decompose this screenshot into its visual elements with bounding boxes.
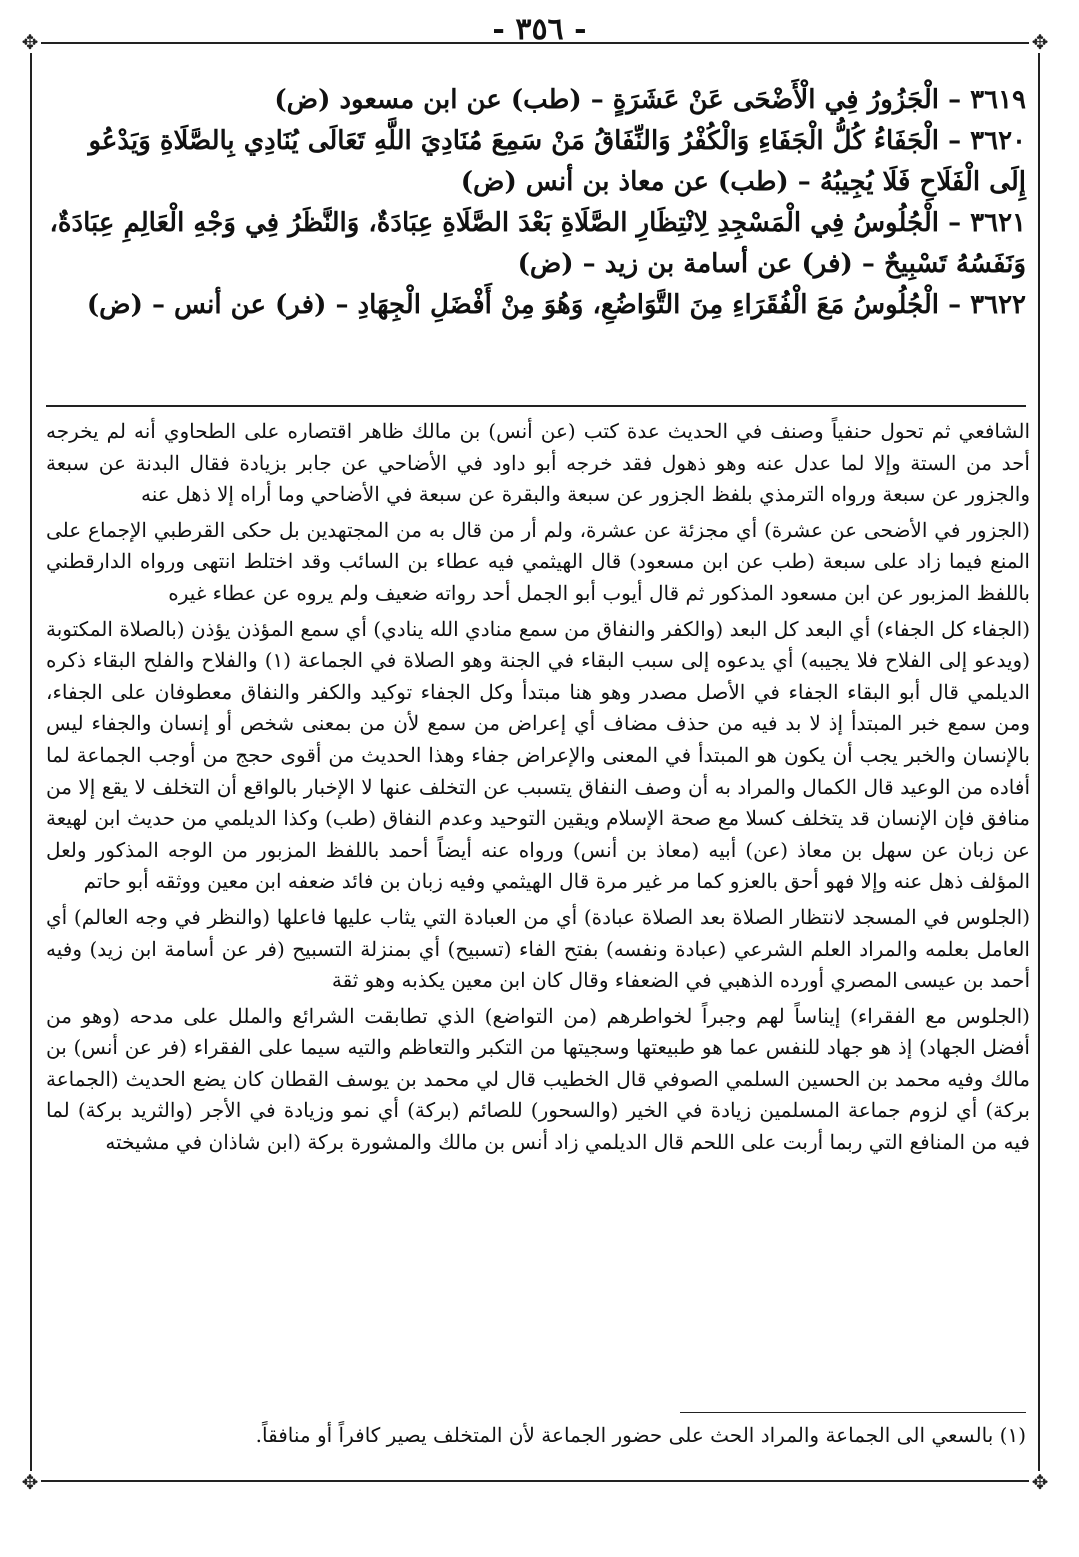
hadith-main-text xyxy=(46,80,1026,326)
ornament-corner-icon: ✥ xyxy=(1029,31,1051,53)
commentary-paragraph: (الجفاء كل الجفاء) أي البعد كل البعد (والكفر والنفاق من سمع منادي الله ينادي) أي سمع المؤذن يؤذن (بالصلاة المكتوبة (ويدعو إلى الفلاح فلا يجيبه) أي يدعوه إلى سبب البقاء في الجنة وهو الصلاة في الجماعة (١) والفلاح والفلح البقاء ذكره الديلمي قال أبو البقاء الجفاء في الأصل مصدر وهو هنا مبتدأ وكل الجفاء توكيد والكفر والنفاق معطوفان على الجفاء، ومن سمع خبر المبتدأ إذ لا بد فيه من حذف مضاف أي إعراض من سمع لأن من بمعنى شخص أو إنسان والجفاء ليس بالإنسان والخبر يجب أن يكون هو المبتدأ في المعنى والإعراض جفاء وهذا الحديث من أقوى حجج من أوجب الجماعة لما أفاده من الوعيد قال الكمال والمراد به أن وصف النفاق يتسبب عن التخلف عنها لا الإخبار بالواقع أن التخلف لا يقع إلا من منافق فإن الإنسان قد يتخلف كسلا مع صحة الإسلام ويقين التوحيد وعدم النفاق (طب) وكذا الديلمي من حديث ابن لهيعة عن زبان عن سهل بن معاذ (عن) أبيه (معاذ بن أنس) ورواه عنه أيضاً أحمد باللفظ المزبور من الوجه المذكور ولعل المؤلف ذهل عنه وإلا فهو أحق بالعزو كما مر غير مرة قال الهيثمي وفيه زبان بن فائد ضعفه ابن معين ووثقه أبو حاتم xyxy=(46,616,1030,894)
commentary-paragraph: (الجزور في الأضحى عن عشرة) أي مجزئة عن عشرة، ولم أر من قال به من المجتهدين بل حكى القرطبي الإجماع على المنع فيما زاد على سبعة (طب عن ابن مسعود) قال الهيثمي فيه عطاء بن السائب وقد اختلط انتهى ورواه الدارقطني باللفظ المزبور عن ابن مسعود المذكور ثم قال أيوب أبو الجمل أحد رواته ضعيف ولم يروه عن عطاء غيره xyxy=(46,517,1030,605)
hadith-entry-3622: ٣٦٢٢ – الْجُلُوسُ مَعَ الْفُقَرَاءِ مِنَ التَّوَاضُعِ، وَهُوَ مِنْ أَفْضَلِ الْجِهَادِ – (فر) عن أنس – (ض) xyxy=(86,290,1026,321)
hadith-entry-3620: ٣٦٢٠ – الْجَفَاءُ كُلُّ الْجَفَاءِ وَالْكُفْرُ وَالنِّفَاقُ مَنْ سَمِعَ مُنَادِيَ اللَّهِ تَعَالَى يُنَادِي بِالصَّلَاةِ وَيَدْعُو إِلَى الْفَلَاحِ فَلَا يُجِيبُهُ – (طب) عن معاذ بن أنس (ض) xyxy=(88,126,1026,198)
footnote-divider xyxy=(680,1412,1026,1413)
ornament-corner-icon: ✥ xyxy=(19,31,41,53)
section-divider xyxy=(46,405,1026,407)
page-number: - ٣٥٦ - xyxy=(492,12,587,47)
hadith-entry-3621: ٣٦٢١ – الْجُلُوسُ فِي الْمَسْجِدِ لِانْتِظَارِ الصَّلَاةِ بَعْدَ الصَّلَاةِ عِبَادَةٌ، وَالنَّظَرُ فِي وَجْهِ الْعَالِمِ عِبَادَةٌ، وَنَفَسُهُ تَسْبِيحٌ – (فر) عن أسامة بن زيد – (ض) xyxy=(49,208,1026,280)
commentary-text xyxy=(46,416,1030,1163)
ornament-corner-icon: ✥ xyxy=(19,1471,41,1493)
hadith-entry-3619: ٣٦١٩ – الْجَزُورُ فِي الْأَضْحَى عَنْ عَشَرَةٍ – (طب) عن ابن مسعود (ض) xyxy=(274,85,1026,115)
commentary-paragraph: (الجلوس في المسجد لانتظار الصلاة بعد الصلاة عبادة) أي من العبادة التي يثاب عليها فاعلها (والنظر في وجه العالم) أي العامل بعلمه والمراد العلم الشرعي (عبادة ونفسه) بفتح الفاء (تسبيح) أي بمنزلة التسبيح (فر عن أسامة ابن زيد) وفيه أحمد بن عيسى المصري أورده الذهبي في الضعفاء وقال كان ابن معين يكذبه وهو ثقة xyxy=(46,904,1030,993)
commentary-paragraph: (الجلوس مع الفقراء) إيناساً لهم وجبراً لخواطرهم (من التواضع) الذي تطابقت الشرائع والملل على مدحه (وهو من أفضل الجهاد) إذ هو جهاد للنفس عما هو طبيعتها وسجيتها من التكبر والتعاظم والتيه سيما على الفقراء (فر عن أنس) بن مالك وفيه محمد بن الحسين السلمي الصوفي قال الخطيب قال لي محمد بن يوسف القطان كان يضع الحديث (الجماعة بركة) أي لزوم جماعة المسلمين زيادة في الخير (والسحور) للصائم (بركة) أي نمو وزيادة في الأجر (والثريد بركة) لما فيه من المنافع التي ربما أربت على اللحم قال الديلمي زاد أنس بن مالك والمشورة بركة (ابن شاذان في مشيخته xyxy=(46,1003,1030,1155)
footnote: (١) بالسعي الى الجماعة والمراد الحث على حضور الجماعة لأن المتخلف يصير كافراً أو منافقاً. xyxy=(255,1423,1026,1447)
ornament-corner-icon: ✥ xyxy=(1029,1471,1051,1493)
commentary-paragraph: الشافعي ثم تحول حنفياً وصنف في الحديث عدة كتب (عن أنس) بن مالك ظاهر اقتصاره على الطحاوي أنه لم يخرجه أحد من الستة وإلا لما عدل عنه وهو ذهول فقد خرجه أبو داود في الأضاحي عن جابر بزيادة فقال البدنة عن سبعة والجزور عن سبعة ورواه الترمذي بلفظ الجزور عن سبعة والبقرة عن سبعة في الأضاحي وما أراه إلا ذهل عنه xyxy=(46,419,1030,507)
